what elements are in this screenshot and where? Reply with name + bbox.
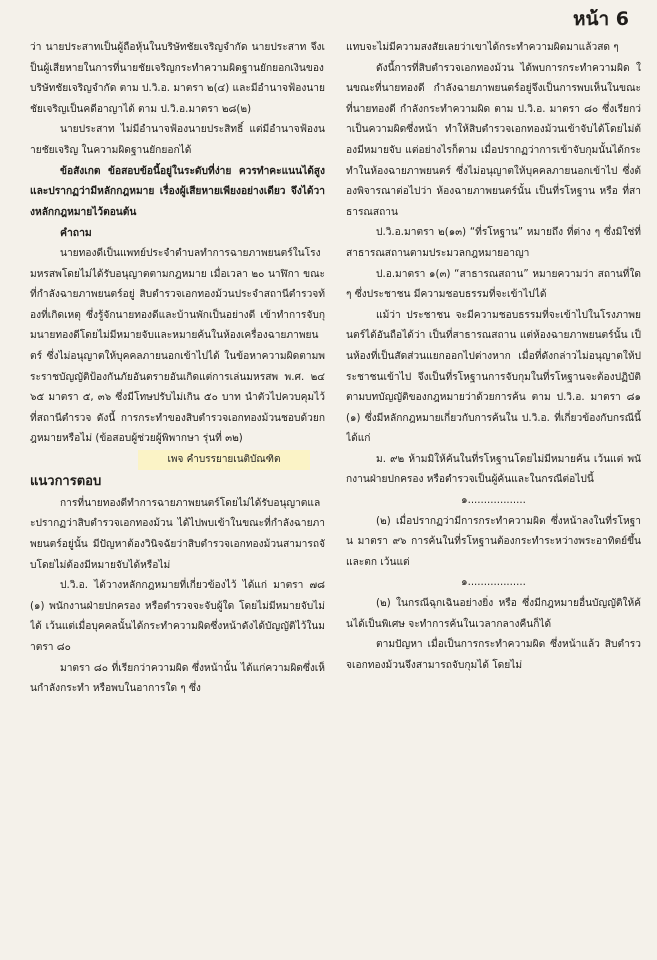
paragraph: มาตรา ๘๐ ที่เรียกว่าความผิด ซึ่งหน้านั้น ได้แก่ความผิดซึ่งเห็นกำลังกระทำ หรือพบในอาการใด ๆ ซึ่ง [30,662,325,695]
paragraph: ป.วิ.อ. ได้วางหลักกฎหมายที่เกี่ยวข้องไว้ ได้แก่ มาตรา ๗๘(๑) พนักงานฝ่ายปกครอง หรือตำรวจจะจับผู้ใด โดยไม่มีหมายจับไม่ได้ เว้นแต่เมื่อบุคคลนั้นได้กระทำความผิดซึ่งหน้าดังได้บัญญัติไว้ในมาตรา ๘๐ [30,580,325,654]
right-column [346,38,641,953]
question-heading: คำถาม [60,227,92,240]
page-credit-label: เพจ คำบรรยายเนติบัณฑิต [138,450,310,470]
paragraph: ตามปัญหา เมื่อเป็นการกระทำความผิด ซึ่งหน้าแล้ว สิบตำรวจเอกทองม้วนจึงสามารถจับกุมได้ โดยไม่ [346,639,641,671]
paragraph: แทบจะไม่มีความสงสัยเลยว่าเขาได้กระทำความผิดมาแล้วสด ๆ [346,42,619,53]
left-column [30,38,325,953]
paragraph: ดังนี้การที่สิบตำรวจเอกทองม้วน ได้พบการกระทำความผิด ในขณะที่นายทองดี กำลังฉายภาพยนตร์อยู่จึงเป็นการพบเห็นในขณะที่นายทองดี กำลังกระทำความผิด ตาม ป.วิ.อ. มาตรา ๘๐ ซึ่งเรียกว่าเป็นความผิดซึ่งหน้า ทำให้สิบตำรวจเอกทองม้วนเข้าจับได้โดยไม่ต้องมีหมายจับ แต่อย่างไรก็ตาม เมื่อปรากฏว่าการเข้าจับกุมนั้นได้กระทำในห้องฉายภาพยนตร์ ซึ่งไม่อนุญาตให้บุคคลภายนอกเข้าไป ซึ่งต้องพิจารณาต่อไปว่า ห้องฉายภาพยนตร์นั้น เป็นที่รโหฐาน หรือ ที่สาธารณสถาน [346,62,641,218]
paragraph: แม้ว่า ประชาชน จะมีความชอบธรรมที่จะเข้าไปในโรงภาพยนตร์ได้อันถือได้ว่า เป็นที่สาธารณสถาน แต่ห้องฉายภาพยนตร์นั้น เป็นห้องที่เป็นสัดส่วนแยกออกไปต่างหาก เมื่อที่ดังกล่าวไม่อนุญาตให้ประชาชนเข้าไป จึงเป็นที่รโหฐานการจับกุมในที่รโหฐานจะต้องปฏิบัติตามบทบัญญัติของกฎหมายว่าด้วยการค้น ตาม ป.วิ.อ. มาตรา ๘๑(๑) ซึ่งมีหลักกฎหมายเกี่ยวกับการค้นใน ป.วิ.อ. ที่เกี่ยวข้องกับกรณีนี้ ได้แก่ [346,309,641,445]
question-text: นายทองดีเป็นแพทย์ประจำตำบลทำการฉายภาพยนตร์ในโรงมหรสพโดยไม่ได้รับอนุญาตตามกฎหมาย เมื่อเวลา ๒๐ นาฬิกา ขณะที่กำลังฉายภาพยนตร์อยู่ สิบตำรวจเอกทองม้วนประจำสถานีตำรวจท้องที่เกิดเหตุ ซึ่งรู้จักนายทองดีและบ้านพักเป็นอย่างดี เข้าทำการจับกุมนายทองดีโดยไม่มีหมายจับและหมายค้นในห้องเครื่องฉายภาพยนตร์ ซึ่งไม่อนุญาตให้บุคคลภายนอกเข้าไปได้ ในข้อหาความผิดตามพระราชบัญญัติป้องกันภัยอันตรายอันเกิดแต่การเล่นมหรสพ พ.ศ. ๒๔๖๕ มาตรา ๕, ๓๖ ซึ่งมีโทษปรับไม่เกิน ๕๐ บาท นำตัวไปควบคุมไว้ที่สถานีตำรวจ ดังนี้ การกระทำของสิบตำรวจเอกทองม้วนชอบด้วยกฎหมายหรือไม่ (ข้อสอบผู้ช่วยผู้พิพากษา รุ่นที่ ๓๒) [30,247,325,445]
paragraph: การที่นายทองดีทำการฉายภาพยนตร์โดยไม่ได้รับอนุญาตและปรากฏว่าสิบตำรวจเอกทองม้วน ได้ไปพบเข้าในขณะที่กำลังฉายภาพยนตร์อยู่นั้น มีปัญหาต้องวินิจฉัยว่าสิบตำรวจเอกทองม้วนสามารถจับโดยไม่ต้องมีหมายจับได้หรือไม่ [30,497,325,571]
elided-item: ๑.................. [461,577,526,589]
paragraph: (๒) เมื่อปรากฏว่ามีการกระทำความผิด ซึ่งหน้าลงในที่รโหฐาน มาตรา ๙๖ การค้นในที่รโหฐานต้องกระทำระหว่างพระอาทิตย์ขึ้นและตก เว้นแต่ [346,515,641,568]
elided-item: ๑.................. [461,495,526,507]
page-number: หน้า 6 [572,8,629,30]
paragraph: ป.วิ.อ.มาตรา ๒(๑๓) “ที่รโหฐาน” หมายถึง ที่ต่าง ๆ ซึ่งมิใช่ที่สาธารณสถานตามประมวลกฎหมายอาญา [346,227,641,259]
paragraph: ม. ๙๒ ห้ามมิให้ค้นในที่รโหฐานโดยไม่มีหมายค้น เว้นแต่ พนักงานฝ่ายปกครอง หรือตำรวจเป็นผู้ค้นและในกรณีต่อไปนี้ [346,453,641,486]
two-column-body [30,38,641,953]
paragraph: ป.อ.มาตรา ๑(๓) “สาธารณสถาน” หมายความว่า สถานที่ใด ๆ ซึ่งประชาชน มีความชอบธรรมที่จะเข้าไปได้ [346,268,641,301]
observation-note: ข้อสังเกต ข้อสอบข้อนี้อยู่ในระดับที่ง่าย ควรทำคะแนนได้สูง และปรากฏว่ามีหลักกฎหมาย เรื่องผู้เสียหายเพียงอย่างเดียว จึงได้วางหลักกฎหมายไว้ตอนต้น [30,165,325,218]
paragraph: นายประสาท ไม่มีอำนาจฟ้องนายประสิทธิ์ แต่มีอำนาจฟ้องนายชัยเจริญ ในความผิดฐานยักยอกได้ [30,124,325,156]
answer-heading: แนวการตอบ [30,473,102,489]
paragraph: (๒) ในกรณีฉุกเฉินอย่างยิ่ง หรือ ซึ่งมีกฎหมายอื่นบัญญัติให้ค้นได้เป็นพิเศษ จะทำการค้นในเวลากลางคืนก็ได้ [346,598,641,630]
paragraph: ว่า นายประสาทเป็นผู้ถือหุ้นในบริษัทชัยเจริญจำกัด นายประสาท จึงเป็นผู้เสียหายในการที่นายชัยเจริญกระทำความผิดฐานยักยอกเงินของบริษัทชัยเจริญจำกัด ตาม ป.วิ.อ. มาตรา ๒(๔) และมีอำนาจฟ้องนายชัยเจริญเป็นคดีอาญาได้ ตาม ป.วิ.อ.มาตรา ๒๘(๒) [30,42,325,115]
